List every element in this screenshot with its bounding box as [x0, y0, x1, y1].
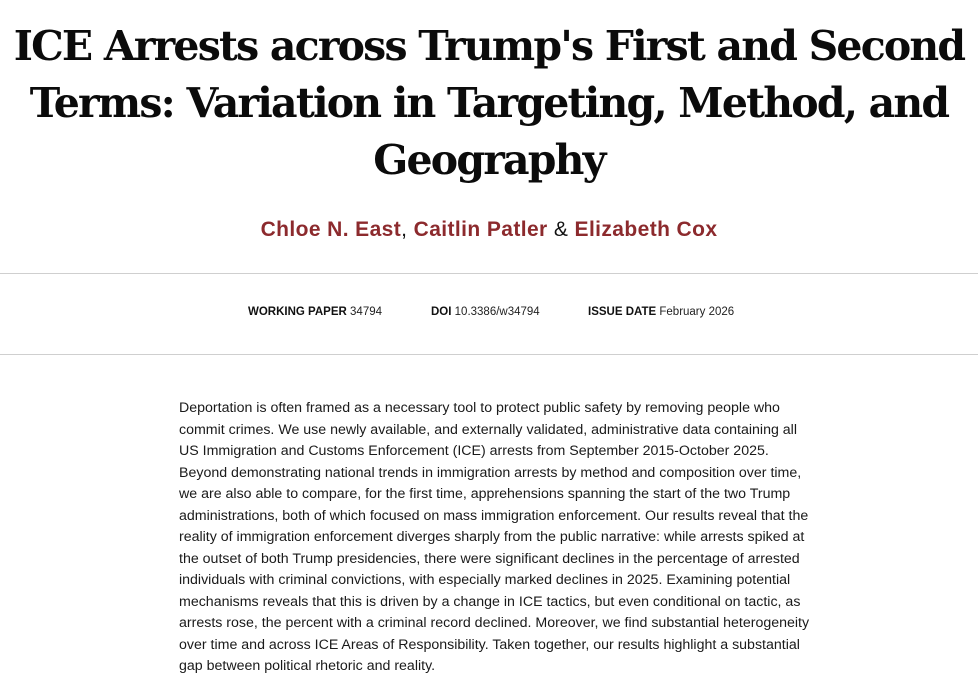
working-paper-label: WORKING PAPER: [248, 306, 347, 318]
issue-date: [588, 304, 734, 320]
issue-date-value: February 2026: [659, 306, 735, 318]
working-paper-value: 34794: [350, 306, 383, 318]
author-separator: &: [553, 218, 569, 241]
working-paper-number: [248, 304, 382, 320]
doi-value: 10.3386/w34794: [454, 306, 540, 318]
issue-date-label: ISSUE DATE: [588, 306, 657, 318]
author-separator: ,: [401, 218, 408, 241]
paper-title: ICE Arrests across Trump's First and Second Terms: Variation in Targeting, Method, and Geography: [13, 22, 965, 184]
doi-label: DOI: [431, 306, 452, 318]
doi: [431, 304, 540, 320]
author-link-elizabeth-cox[interactable]: Elizabeth Cox: [574, 218, 718, 241]
abstract-text: Deportation is often framed as a necessary tool to protect public safety by removing people who commit crimes. We use newly available, and externally validated, administrative data containing all US Immigration and Customs Enforcement (ICE) arrests from September 2015-October 2025. Beyond demonstrating national trends in immigration arrests by method and composition over time, we are also able to compare, for the first time, apprehensions spanning the start of the two Trump administrations, both of which focused on mass immigration enforcement. Our results reveal that the reality of immigration enforcement diverges sharply from the public narrative: while arrests spiked at the outset of both Trump presidencies, there were significant declines in the percentage of arrested individuals with criminal convictions, with especially marked declines in 2025. Examining potential mechanisms reveals that this is driven by a change in ICE tactics, but even conditional on tactic, as arrests rose, the percent with a criminal record declined. Moreover, we find substantial heterogeneity over time and across ICE Areas of Responsibility. Taken together, our results highlight a substantial gap between political rhetoric and reality.: [179, 400, 810, 674]
divider-top: [0, 273, 978, 274]
author-list: [0, 216, 978, 244]
author-link-chloe-east[interactable]: Chloe N. East: [260, 218, 402, 241]
divider-bottom: [0, 354, 978, 355]
author-link-caitlin-patler[interactable]: Caitlin Patler: [413, 218, 548, 241]
